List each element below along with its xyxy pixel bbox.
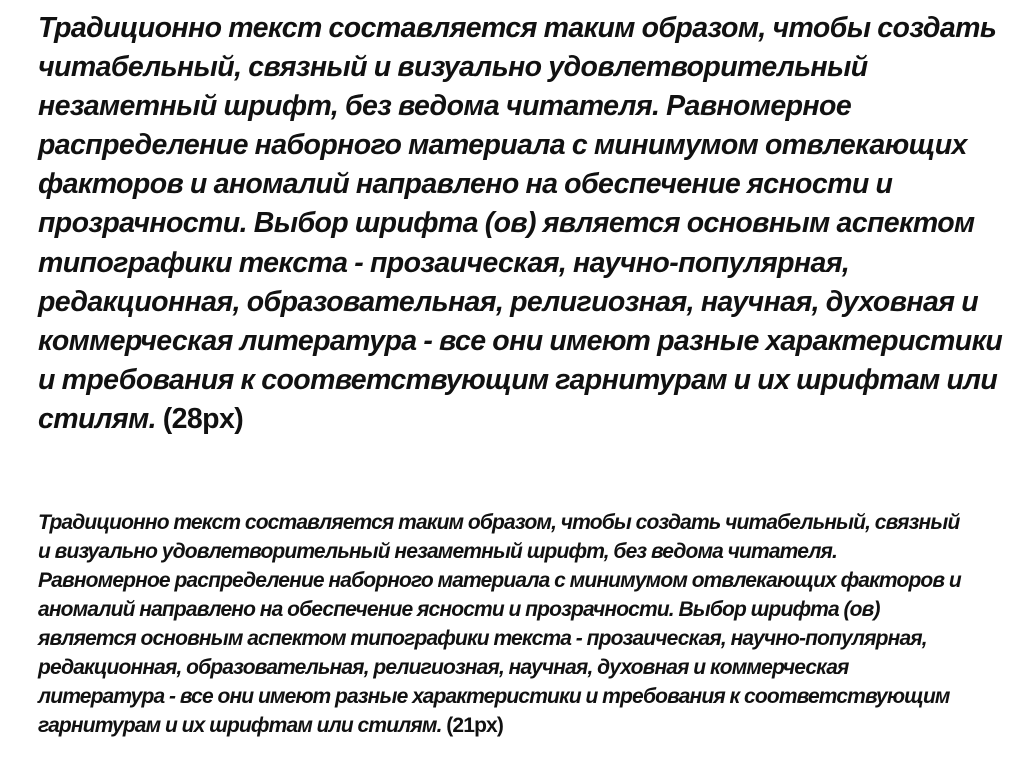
font-size-label: (21px) (446, 714, 504, 737)
sample-text-body: Традиционно текст составляется таким образом, чтобы создать читабельный, связный и визуально удовлетворительный незаметный шрифт, без ведома читателя. Равномерное распределение наборного материала с минимумом отвлекающих факторов и аномалий направлено на обеспечение ясности и прозрачности. Выбор шрифта (ов) является основным аспектом типографики текста - прозаическая, научно-популярная, редакционная, образовательная, религиозная, научная, духовная и коммерческая литература - все они имеют разные характеристики и требования к соответствующим гарнитурам и их шрифтам или стилям. (38, 511, 961, 737)
sample-text-21px (38, 508, 968, 740)
sample-text-28px (38, 9, 1013, 439)
font-size-label: (28px) (162, 402, 244, 435)
sample-text-body: Традиционно текст составляется таким образом, чтобы создать читабельный, связный и визуально удовлетворительный незаметный шрифт, без ведома читателя. Равномерное распределение наборного материала с минимумом отвлекающих факторов и аномалий направлено на обеспечение ясности и прозрачности. Выбор шрифта (ов) является основным аспектом типографики текста - прозаическая, научно-популярная, редакционная, образовательная, религиозная, научная, духовная и коммерческая литература - все они имеют разные характеристики и требования к соответствующим гарнитурам и их шрифтам или стилям. (38, 12, 1003, 435)
